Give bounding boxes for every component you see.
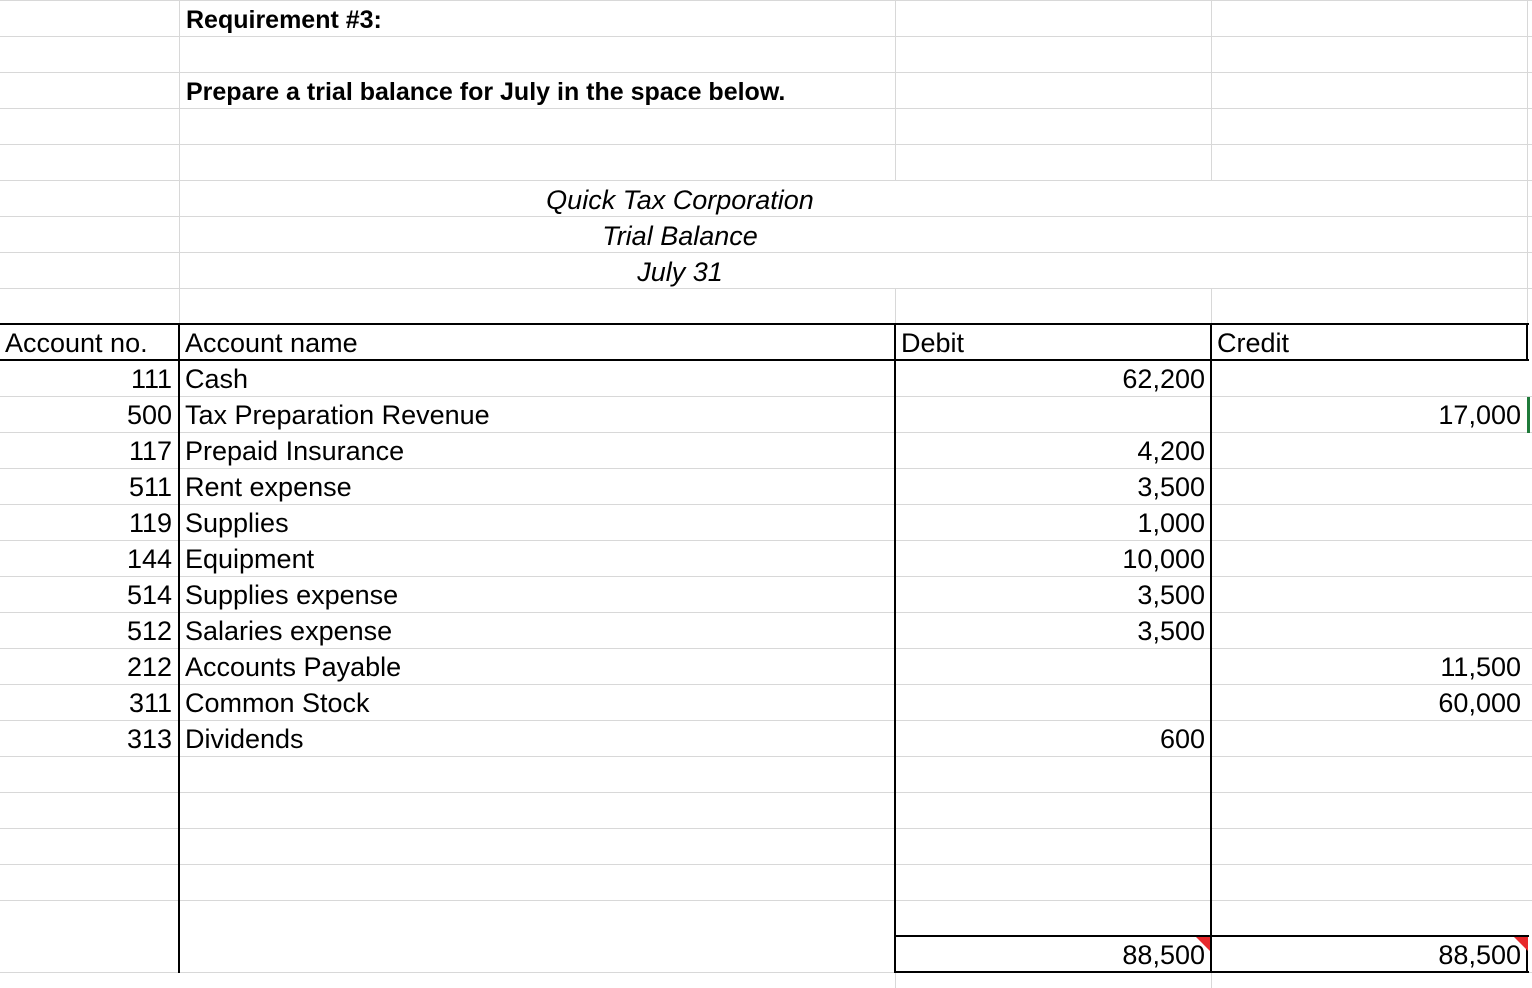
cell-debit[interactable]: 600 <box>1159 724 1205 754</box>
cell-credit[interactable] <box>1213 721 1521 757</box>
comment-indicator-icon[interactable] <box>1514 937 1528 951</box>
cell-debit[interactable]: 62,200 <box>1122 364 1205 394</box>
cell-debit[interactable]: 3,500 <box>1137 616 1205 646</box>
cell-account-name[interactable]: Equipment <box>185 544 315 574</box>
cell-credit[interactable] <box>1213 613 1521 649</box>
header-debit: Debit <box>901 328 965 358</box>
header-account-no: Account no. <box>5 328 148 358</box>
requirement-heading: Requirement #3: <box>186 6 382 34</box>
cell-account-no[interactable]: 311 <box>128 688 172 718</box>
cell-account-no[interactable]: 514 <box>126 580 172 610</box>
cell-credit[interactable] <box>1213 505 1521 541</box>
cell-debit[interactable]: 3,500 <box>1137 580 1205 610</box>
cell-credit[interactable]: 11,500 <box>1440 652 1521 682</box>
cell-debit[interactable]: 4,200 <box>1137 436 1205 466</box>
selected-cell-indicator <box>1527 397 1530 433</box>
cell-credit[interactable] <box>1213 433 1521 469</box>
cell-account-name[interactable]: Common Stock <box>185 688 370 718</box>
cell-debit[interactable] <box>897 397 1205 433</box>
cell-account-no[interactable]: 512 <box>126 616 172 646</box>
cell-account-no[interactable]: 511 <box>128 472 172 502</box>
cell-debit[interactable]: 1,000 <box>1137 508 1205 538</box>
cell-credit[interactable] <box>1213 541 1521 577</box>
cell-account-no[interactable]: 500 <box>126 400 172 430</box>
cell-account-name[interactable]: Rent expense <box>185 472 352 502</box>
cell-credit[interactable] <box>1213 469 1521 505</box>
cell-credit[interactable] <box>1213 577 1521 613</box>
total-debit[interactable]: 88,500 <box>1122 940 1205 970</box>
cell-account-no[interactable]: 119 <box>128 508 172 538</box>
cell-credit[interactable]: 17,000 <box>1438 400 1521 430</box>
report-date: July 31 <box>637 257 723 287</box>
cell-account-name[interactable]: Dividends <box>185 724 304 754</box>
cell-account-no[interactable]: 111 <box>130 364 172 394</box>
cell-account-name[interactable]: Supplies expense <box>185 580 399 610</box>
header-account-name: Account name <box>185 328 358 358</box>
cell-debit[interactable]: 10,000 <box>1122 544 1205 574</box>
comment-indicator-icon[interactable] <box>1196 937 1210 951</box>
cell-debit[interactable] <box>897 685 1205 721</box>
cell-account-name[interactable]: Tax Preparation Revenue <box>185 400 490 430</box>
header-credit: Credit <box>1217 328 1290 358</box>
cell-account-name[interactable]: Prepaid Insurance <box>185 436 405 466</box>
cell-account-no[interactable]: 313 <box>126 724 172 754</box>
cell-account-name[interactable]: Accounts Payable <box>185 652 402 682</box>
cell-account-no[interactable]: 144 <box>126 544 172 574</box>
requirement-instruction: Prepare a trial balance for July in the space below. <box>186 78 786 106</box>
cell-account-no[interactable]: 212 <box>126 652 172 682</box>
cell-account-name[interactable]: Salaries expense <box>185 616 393 646</box>
total-credit[interactable]: 88,500 <box>1438 940 1521 970</box>
cell-account-name[interactable]: Supplies <box>185 508 289 538</box>
report-title: Trial Balance <box>602 221 758 251</box>
cell-credit[interactable]: 60,000 <box>1438 688 1521 718</box>
cell-account-name[interactable]: Cash <box>185 364 249 394</box>
cell-credit[interactable] <box>1213 361 1521 397</box>
cell-debit[interactable] <box>897 649 1205 685</box>
company-name: Quick Tax Corporation <box>546 185 814 215</box>
cell-debit[interactable]: 3,500 <box>1137 472 1205 502</box>
cell-account-no[interactable]: 117 <box>128 436 172 466</box>
